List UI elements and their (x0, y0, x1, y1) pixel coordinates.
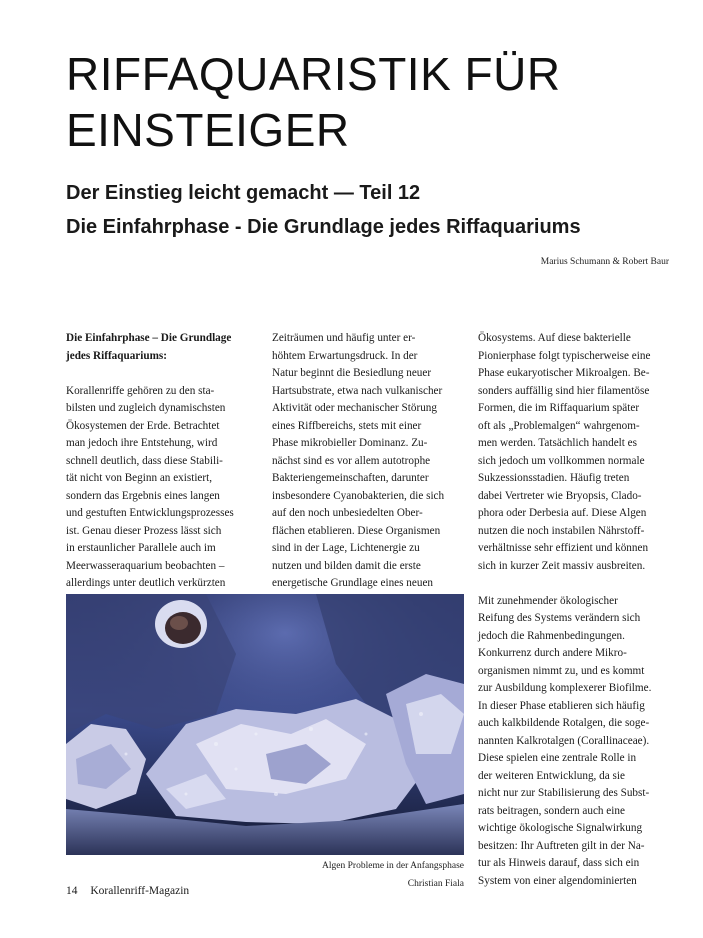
body-text-line: eines Riffbereichs, stets mit einer (272, 419, 422, 432)
body-text-line: Korallenriffe gehören zu den sta- (66, 384, 215, 397)
body-text-line: Reifung des Systems verändern sich (478, 612, 641, 624)
photo-caption: Algen Probleme in der Anfangsphase (322, 861, 464, 871)
body-text-line: Ökosystemen der Erde. Betrachtet (66, 419, 220, 432)
body-text-line: Zeiträumen und häufig unter er- (272, 332, 416, 344)
body-text-line: Pionierphase folgt typischerweise eine (478, 349, 651, 362)
body-text-line: energetische Grundlage eines neuen (272, 577, 434, 589)
body-text-line: phora oder Derbesia auf. Diese Algen (478, 507, 647, 519)
body-text-line: flächen etablieren. Diese Organismen (272, 524, 441, 537)
magazine-name: Korallenriff-Magazin (90, 885, 190, 897)
body-text-line: Natur beginnt die Besiedlung neuer (272, 367, 432, 379)
aquarium-photo (66, 594, 464, 855)
body-text-line: Sukzessionsstadien. Häufig treten (478, 472, 630, 484)
body-text-line: tur als Hinweis darauf, dass sich ein (478, 857, 640, 869)
body-text-line: In dieser Phase etablieren sich häufig (478, 699, 645, 712)
body-text-line: sich jedoch um vollkommen normale (478, 454, 645, 467)
body-text-line: Hartsubstrate, etwa nach vulkanischer (272, 384, 443, 397)
title-line-1: RIFFAQUARISTIK FÜR (66, 48, 561, 100)
page-number: 14 (66, 885, 78, 897)
body-text-line: ist. Genau dieser Prozess lässt sich (66, 524, 222, 537)
body-text-line: nannten Kalkrotalgen (Corallinaceae). (478, 734, 650, 747)
article-title (66, 46, 686, 158)
body-text-line: nicht nur zur Stabilisierung des Subst- (478, 787, 650, 799)
body-text-line: Meerwasseraquarium beobachten – (66, 559, 225, 572)
article-subtitle: Die Einfahrphase - Die Grundlage jedes Riffaquariums (66, 216, 581, 238)
body-text-line: jedoch die Rahmenbedingungen. (478, 629, 625, 642)
text-column-2 (272, 330, 464, 593)
title-line-2: EINSTEIGER (66, 104, 350, 156)
body-text-line: dabei Vertreter wie Bryopsis, Clado- (478, 489, 642, 502)
body-text-line: sich in kurzer Zeit massiv ausbreiten. (478, 559, 646, 572)
body-text-line: Mit zunehmender ökologischer (478, 594, 618, 607)
body-text-line: Phase eukaryotischer Mikroalgen. Be- (478, 367, 650, 379)
body-text-line: rats beitragen, sondern auch eine (478, 804, 625, 817)
author-byline: Marius Schumann & Robert Baur (540, 257, 669, 267)
body-text-line: Phase mikrobieller Dominanz. Zu- (272, 437, 428, 449)
body-text-line: schnell deutlich, dass diese Stabili- (66, 454, 223, 467)
body-text-line: bilsten und zugleich dynamischsten (66, 402, 226, 414)
body-text-line: sind in der Lage, Lichtenergie zu (272, 542, 420, 554)
section-heading-line: jedes Riffaquariums: (66, 349, 167, 362)
body-text-line: in erstaunlicher Parallele auch im (66, 542, 216, 554)
body-text-line: Formen, die im Riffaquarium später (478, 402, 640, 414)
body-text-line: Diese spielen eine zentrale Rolle in (478, 752, 637, 764)
body-text-line: höhtem Erwartungsdruck. In der (272, 349, 418, 362)
body-text-line: zur Ausbildung komplexerer Biofilme. (478, 682, 652, 694)
body-text-line: Konkurrenz durch andere Mikro- (478, 647, 627, 659)
body-text-line: verhältnisse sehr effizient und können (478, 542, 649, 554)
body-text-line: sondern das Ergebnis eines langen (66, 489, 220, 502)
paragraph-gap (478, 575, 670, 593)
body-text-line: oft als „Problemalgen“ wahrgenom- (478, 419, 640, 432)
body-text-line: wichtige ökologische Signalwirkung (478, 822, 643, 834)
body-text-line: organismen nimmt zu, und es kommt (478, 664, 645, 677)
body-text-line: allerdings unter deutlich verkürzten (66, 577, 226, 589)
body-text-line: und gestuften Entwicklungsprozesses (66, 507, 234, 519)
body-text-line: sonders auffällig sind hier filamentöse (478, 384, 650, 397)
body-text-line: men werden. Tatsächlich handelt es (478, 437, 637, 449)
body-text-line: Aktivität oder mechanischer Störung (272, 402, 437, 414)
body-text-line: nutzen die noch instabilen Nährstoff- (478, 524, 645, 537)
text-column-1 (66, 330, 258, 593)
body-text-line: auch kalkbildende Rotalgen, die soge- (478, 717, 650, 729)
body-text-line: tät nicht von Beginn an existiert, (66, 472, 213, 484)
paragraph-gap (66, 365, 258, 383)
body-text-line: System von einer algendominierten (478, 874, 637, 887)
body-text-line: man jedoch ihre Entstehung, wird (66, 437, 218, 449)
body-text-line: der weiteren Entwicklung, da sie (478, 769, 625, 782)
body-text-line: nutzen und bilden damit die erste (272, 559, 421, 572)
body-text-line: Bakteriengemeinschaften, darunter (272, 472, 429, 484)
body-text-line: nächst sind es vor allem autotrophe (272, 454, 431, 467)
body-text-line: insbesondere Cyanobakterien, die sich (272, 489, 445, 502)
section-heading-line: Die Einfahrphase – Die Grundlage (66, 332, 232, 344)
page-footer (66, 885, 189, 897)
body-text-line: auf den noch unbesiedelten Ober- (272, 507, 423, 519)
body-text-line: besitzen: Ihr Auftreten gilt in der Na- (478, 839, 645, 852)
text-column-3 (478, 330, 670, 890)
body-text-line: Ökosystems. Auf diese bakterielle (478, 332, 631, 344)
series-subtitle: Der Einstieg leicht gemacht — Teil 12 (66, 182, 421, 204)
photo-credit: Christian Fiala (407, 879, 464, 889)
